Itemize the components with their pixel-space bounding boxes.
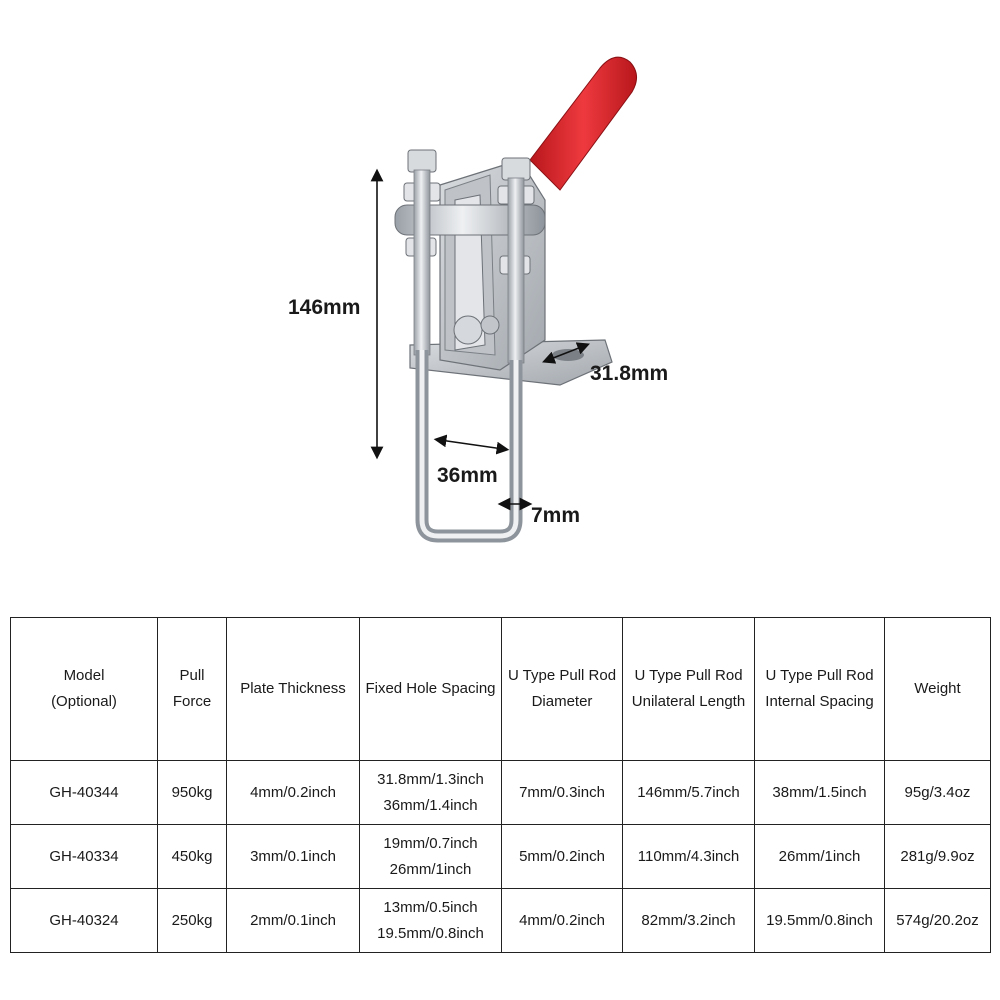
table-header-row [11, 618, 991, 761]
table-cell [755, 761, 885, 825]
column-header [158, 618, 227, 761]
specification-table [10, 617, 991, 953]
table-cell [623, 889, 755, 953]
table-cell [11, 761, 158, 825]
handle-grip [530, 57, 637, 190]
cell-text: 26mm/1inch [778, 847, 861, 865]
cell-text: Weight [914, 680, 961, 697]
column-header [227, 618, 360, 761]
table-cell [623, 825, 755, 889]
cell-text: U Type Pull Rod [765, 667, 874, 684]
cell-text: 574g/20.2oz [896, 911, 979, 929]
cell-text: 4mm/0.2inch [519, 911, 605, 929]
cell-text: 31.8mm/1.3inch [377, 770, 484, 788]
cell-text: Diameter [531, 693, 593, 710]
table-cell [11, 889, 158, 953]
cell-text: Model [63, 667, 105, 684]
table-cell [11, 825, 158, 889]
table-cell [623, 761, 755, 825]
table-cell [502, 761, 623, 825]
cell-text: 36mm/1.4inch [383, 796, 478, 814]
cell-text: Plate Thickness [240, 680, 346, 697]
cell-text: 5mm/0.2inch [519, 847, 605, 865]
table-cell [755, 825, 885, 889]
cell-text: 4mm/0.2inch [250, 783, 336, 801]
cell-text: 450kg [171, 847, 213, 865]
cell-text: Pull [179, 667, 205, 684]
cell-text: Internal Spacing [765, 693, 874, 710]
cell-text: Unilateral Length [631, 693, 746, 710]
cell-text: 146mm/5.7inch [637, 783, 740, 801]
cell-text: 281g/9.9oz [900, 847, 975, 865]
spacing-dimension-line [440, 440, 503, 449]
cell-text: Force [172, 693, 212, 710]
cell-text: 82mm/3.2inch [641, 911, 736, 929]
table-cell [360, 825, 502, 889]
cell-text: 2mm/0.1inch [250, 911, 336, 929]
cell-text: GH-40344 [49, 783, 119, 801]
cell-text: 110mm/4.3inch [637, 847, 740, 865]
table-body [11, 761, 991, 953]
cell-text: 19mm/0.7inch [383, 834, 478, 852]
cell-text: GH-40324 [49, 911, 119, 929]
table-cell [360, 889, 502, 953]
rod-dimension-label: 7mm [531, 504, 581, 527]
plate-dimension-label: 31.8mm [590, 362, 669, 385]
column-header [623, 618, 755, 761]
column-header [360, 618, 502, 761]
cell-text: 250kg [171, 911, 213, 929]
table-row [11, 825, 991, 889]
table-cell [755, 889, 885, 953]
cell-text: U Type Pull Rod [634, 667, 743, 684]
column-header [755, 618, 885, 761]
cell-text: 19.5mm/0.8inch [377, 924, 484, 942]
cell-text: 95g/3.4oz [904, 783, 971, 801]
cell-text: 3mm/0.1inch [250, 847, 336, 865]
table-cell [502, 825, 623, 889]
table-row [11, 889, 991, 953]
column-header [11, 618, 158, 761]
table-cell [360, 761, 502, 825]
height-dimension-label: 146mm [288, 296, 361, 319]
cell-text: 38mm/1.5inch [772, 783, 867, 801]
table-row [11, 761, 991, 825]
cell-text: GH-40334 [49, 847, 119, 865]
cell-text: (Optional) [51, 693, 117, 710]
table-cell [885, 825, 991, 889]
table-cell [885, 889, 991, 953]
table-cell [158, 761, 227, 825]
cell-text: 950kg [171, 783, 213, 801]
table-cell [158, 825, 227, 889]
cell-text: U Type Pull Rod [507, 667, 617, 684]
cell-text: 19.5mm/0.8inch [766, 911, 873, 929]
table-cell [227, 889, 360, 953]
table-cell [502, 889, 623, 953]
column-header [502, 618, 623, 761]
table-cell [227, 825, 360, 889]
table-cell [158, 889, 227, 953]
cell-text: 26mm/1inch [389, 860, 472, 878]
table-cell [227, 761, 360, 825]
cell-text: 7mm/0.3inch [519, 783, 605, 801]
table-cell [885, 761, 991, 825]
cell-text: 13mm/0.5inch [383, 898, 478, 916]
column-header [885, 618, 991, 761]
spacing-dimension-label: 36mm [437, 464, 498, 487]
cell-text: Fixed Hole Spacing [365, 680, 496, 697]
